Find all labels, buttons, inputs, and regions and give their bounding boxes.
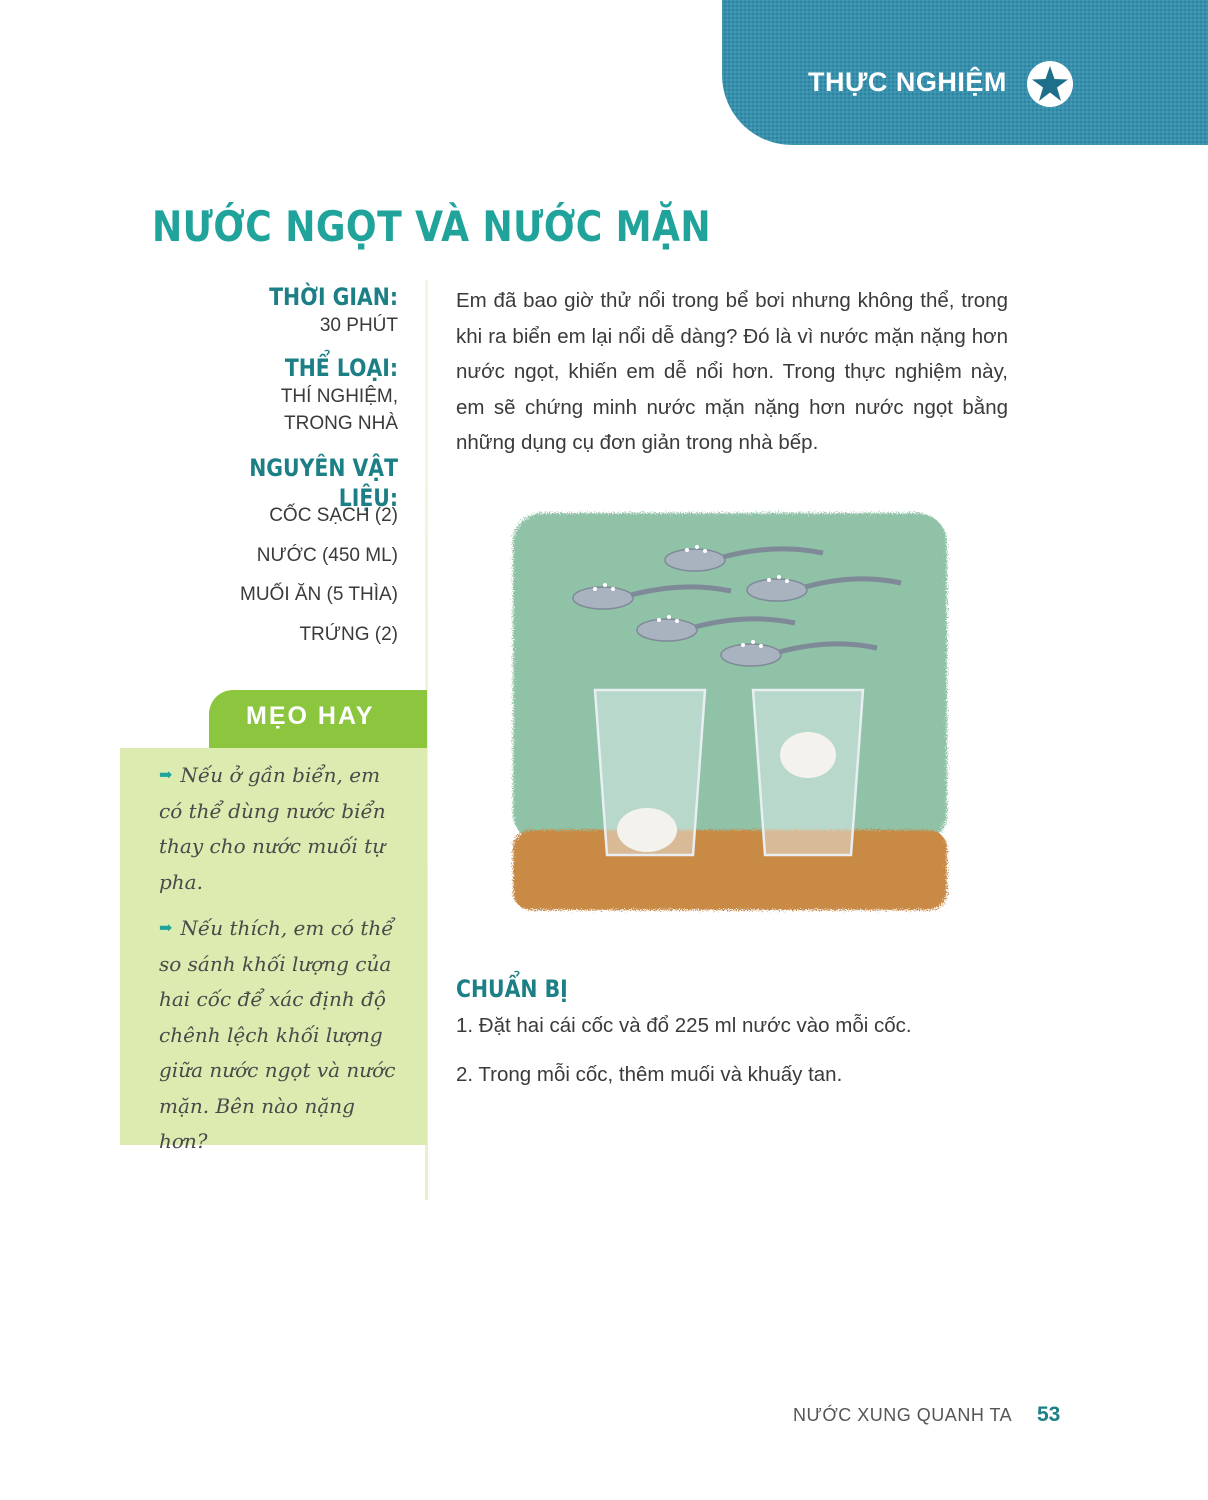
section-label: THỰC NGHIỆM — [808, 67, 1007, 97]
list-item: NƯỚC (450 ML) — [256, 544, 398, 566]
materials-label: NGUYÊN VẬT LIỆU: — [249, 454, 398, 512]
page-number: 53 — [1037, 1403, 1061, 1426]
list-item: CỐC SẠCH (2) — [269, 505, 398, 526]
tip-text: Nếu ở gần biển, em có thể dùng nước biển thay cho nước muối tự pha. — [159, 763, 386, 894]
prepare-heading: CHUẨN BỊ — [456, 975, 568, 1003]
info-time — [150, 282, 398, 339]
list-item: MUỐI ĂN (5 THÌA) — [240, 584, 398, 605]
tip-text: Nếu thích, em có thể so sánh khối lượng của hai cốc để xác định độ chênh lệch khối lượng giữa nước ngọt và nước mặn. Bên nào nặng hơn? — [159, 916, 396, 1153]
step-item: 1. Đặt hai cái cốc và đổ 225 ml nước vào mỗi cốc. — [456, 1014, 912, 1037]
arrow-right-icon: ➡ — [159, 765, 173, 784]
materials-list — [150, 496, 398, 654]
intro-paragraph: Em đã bao giờ thử nổi trong bể bơi nhưng không thể, trong khi ra biển em lại nổi dễ dàng? Đó là vì nước mặn nặng hơn nước ngọt, khiến em dễ nổi hơn. Trong thực nghiệm này, em sẽ chứng minh nước mặn nặng hơn nước ngọt bằng những dụng cụ đơn giản trong nhà bếp. — [456, 289, 1008, 454]
egg-sunk — [617, 808, 677, 852]
page-title: NƯỚC NGỌT VÀ NƯỚC MẶN — [152, 202, 712, 251]
time-value: 30 PHÚT — [319, 315, 398, 336]
egg-floating — [780, 732, 836, 778]
tips-title: MẸO HAY — [246, 702, 375, 730]
category-value-2: TRONG NHÀ — [284, 413, 398, 434]
tip-item — [159, 910, 409, 1160]
experiment-illustration — [505, 505, 955, 920]
arrow-right-icon: ➡ — [159, 918, 173, 937]
list-item: TRỨNG (2) — [299, 623, 398, 645]
category-value-1: THÍ NGHIỆM, — [280, 386, 398, 407]
time-label: THỜI GIAN: — [269, 283, 398, 311]
footer-section-title: NƯỚC XUNG QUANH TA — [793, 1405, 1013, 1425]
info-category — [150, 353, 398, 437]
step-item: 2. Trong mỗi cốc, thêm muối và khuấy tan. — [456, 1063, 843, 1086]
starfish-icon — [1026, 60, 1074, 108]
category-label: THỂ LOẠI: — [284, 354, 398, 382]
tip-item — [159, 757, 409, 900]
